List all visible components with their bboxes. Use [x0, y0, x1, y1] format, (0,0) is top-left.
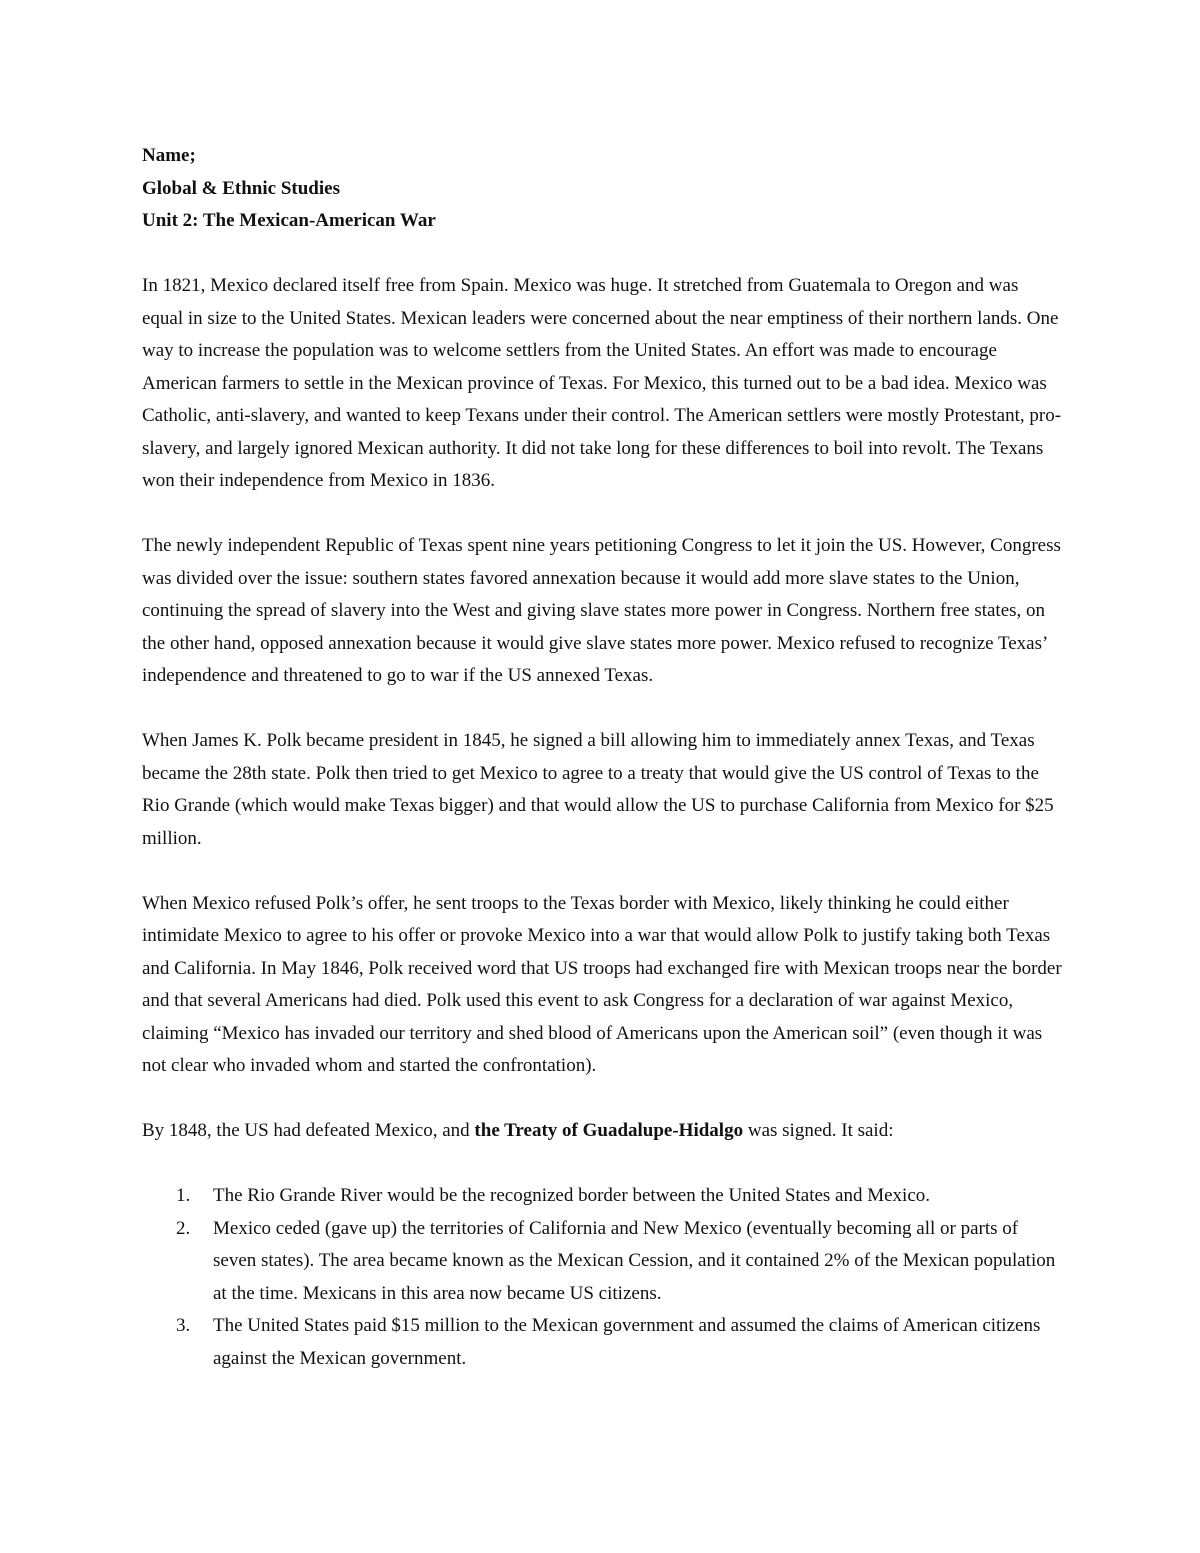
paragraph-treaty-intro: [142, 1115, 1062, 1148]
list-item: [142, 1213, 1062, 1311]
list-item: [142, 1310, 1062, 1375]
unit-title: Unit 2: The Mexican-American War: [142, 210, 436, 231]
list-item-text: The United States paid $15 million to the Mexican government and assumed the claims of American citizens against the Mexican government.: [213, 1315, 1041, 1369]
treaty-intro-before: By 1848, the US had defeated Mexico, and: [142, 1120, 475, 1141]
course-title: Global & Ethnic Studies: [142, 177, 340, 199]
paragraph-texas-annexation-debate: The newly independent Republic of Texas spent nine years petitioning Congress to let it join the US. However, Congress was divided over the issue: southern states favored annexation because it would add more slave states to the Union, continuing the spread of slavery into the West and giving slave states more power in Congress. Northern free states, on the other hand, opposed annexation because it would give slave states more power. Mexico refused to recognize Texas’ independence and threatened to go to war if the US annexed Texas.: [142, 535, 1061, 686]
document-header: [142, 140, 1062, 238]
paragraph-mexico-independence: In 1821, Mexico declared itself free from Spain. Mexico was huge. It stretched from Guatemala to Oregon and was equal in size to the United States. Mexican leaders were concerned about the near emptiness of their northern lands. One way to increase the population was to welcome settlers from the United States. An effort was made to encourage American farmers to settle in the Mexican province of Texas. For Mexico, this turned out to be a bad idea. Mexico was Catholic, anti-slavery, and wanted to keep Texans under their control. The American settlers were mostly Protestant, pro-slavery, and largely ignored Mexican authority. It did not take long for these differences to boil into revolt. The Texans won their independence from Mexico in 1836.: [142, 275, 1062, 491]
list-item-text: Mexico ceded (gave up) the territories of California and New Mexico (eventually becoming all or parts of seven states). The area became known as the Mexican Cession, and it contained 2% of the Mexican population at the time. Mexicans in this area now became US citizens.: [213, 1217, 1056, 1304]
paragraph-war-outbreak: When Mexico refused Polk’s offer, he sent troops to the Texas border with Mexico, likely thinking he could either intimidate Mexico to agree to his offer or provoke Mexico into a war that would allow Polk to justify taking both Texas and California. In May 1846, Polk received word that US troops had exchanged fire with Mexican troops near the border and that several Americans had died. Polk used this event to ask Congress for a declaration of war against Mexico, claiming “Mexico has invaded our territory and shed blood of Americans upon the American soil” (even though it was not clear who invaded whom and started the confrontation).: [142, 892, 1062, 1076]
treaty-terms-list: [142, 1180, 1062, 1375]
list-item-text: The Rio Grande River would be the recognized border between the United States and Mexico.: [213, 1185, 931, 1206]
list-item-number: 1.: [176, 1185, 191, 1206]
name-label: Name;: [142, 145, 196, 166]
document-page: [142, 140, 1062, 1375]
treaty-name: the Treaty of Guadalupe-Hidalgo: [474, 1120, 744, 1141]
list-item: [142, 1180, 1062, 1213]
list-item-number: 2.: [176, 1217, 191, 1239]
paragraph-polk-annexation: When James K. Polk became president in 1845, he signed a bill allowing him to immediately annex Texas, and Texas became the 28th state. Polk then tried to get Mexico to agree to a treaty that would give the US control of Texas to the Rio Grande (which would make Texas bigger) and that would allow the US to purchase California from Mexico for $25 million.: [142, 730, 1054, 849]
treaty-intro-after: was signed. It said:: [743, 1120, 894, 1141]
list-item-number: 3.: [176, 1315, 191, 1336]
